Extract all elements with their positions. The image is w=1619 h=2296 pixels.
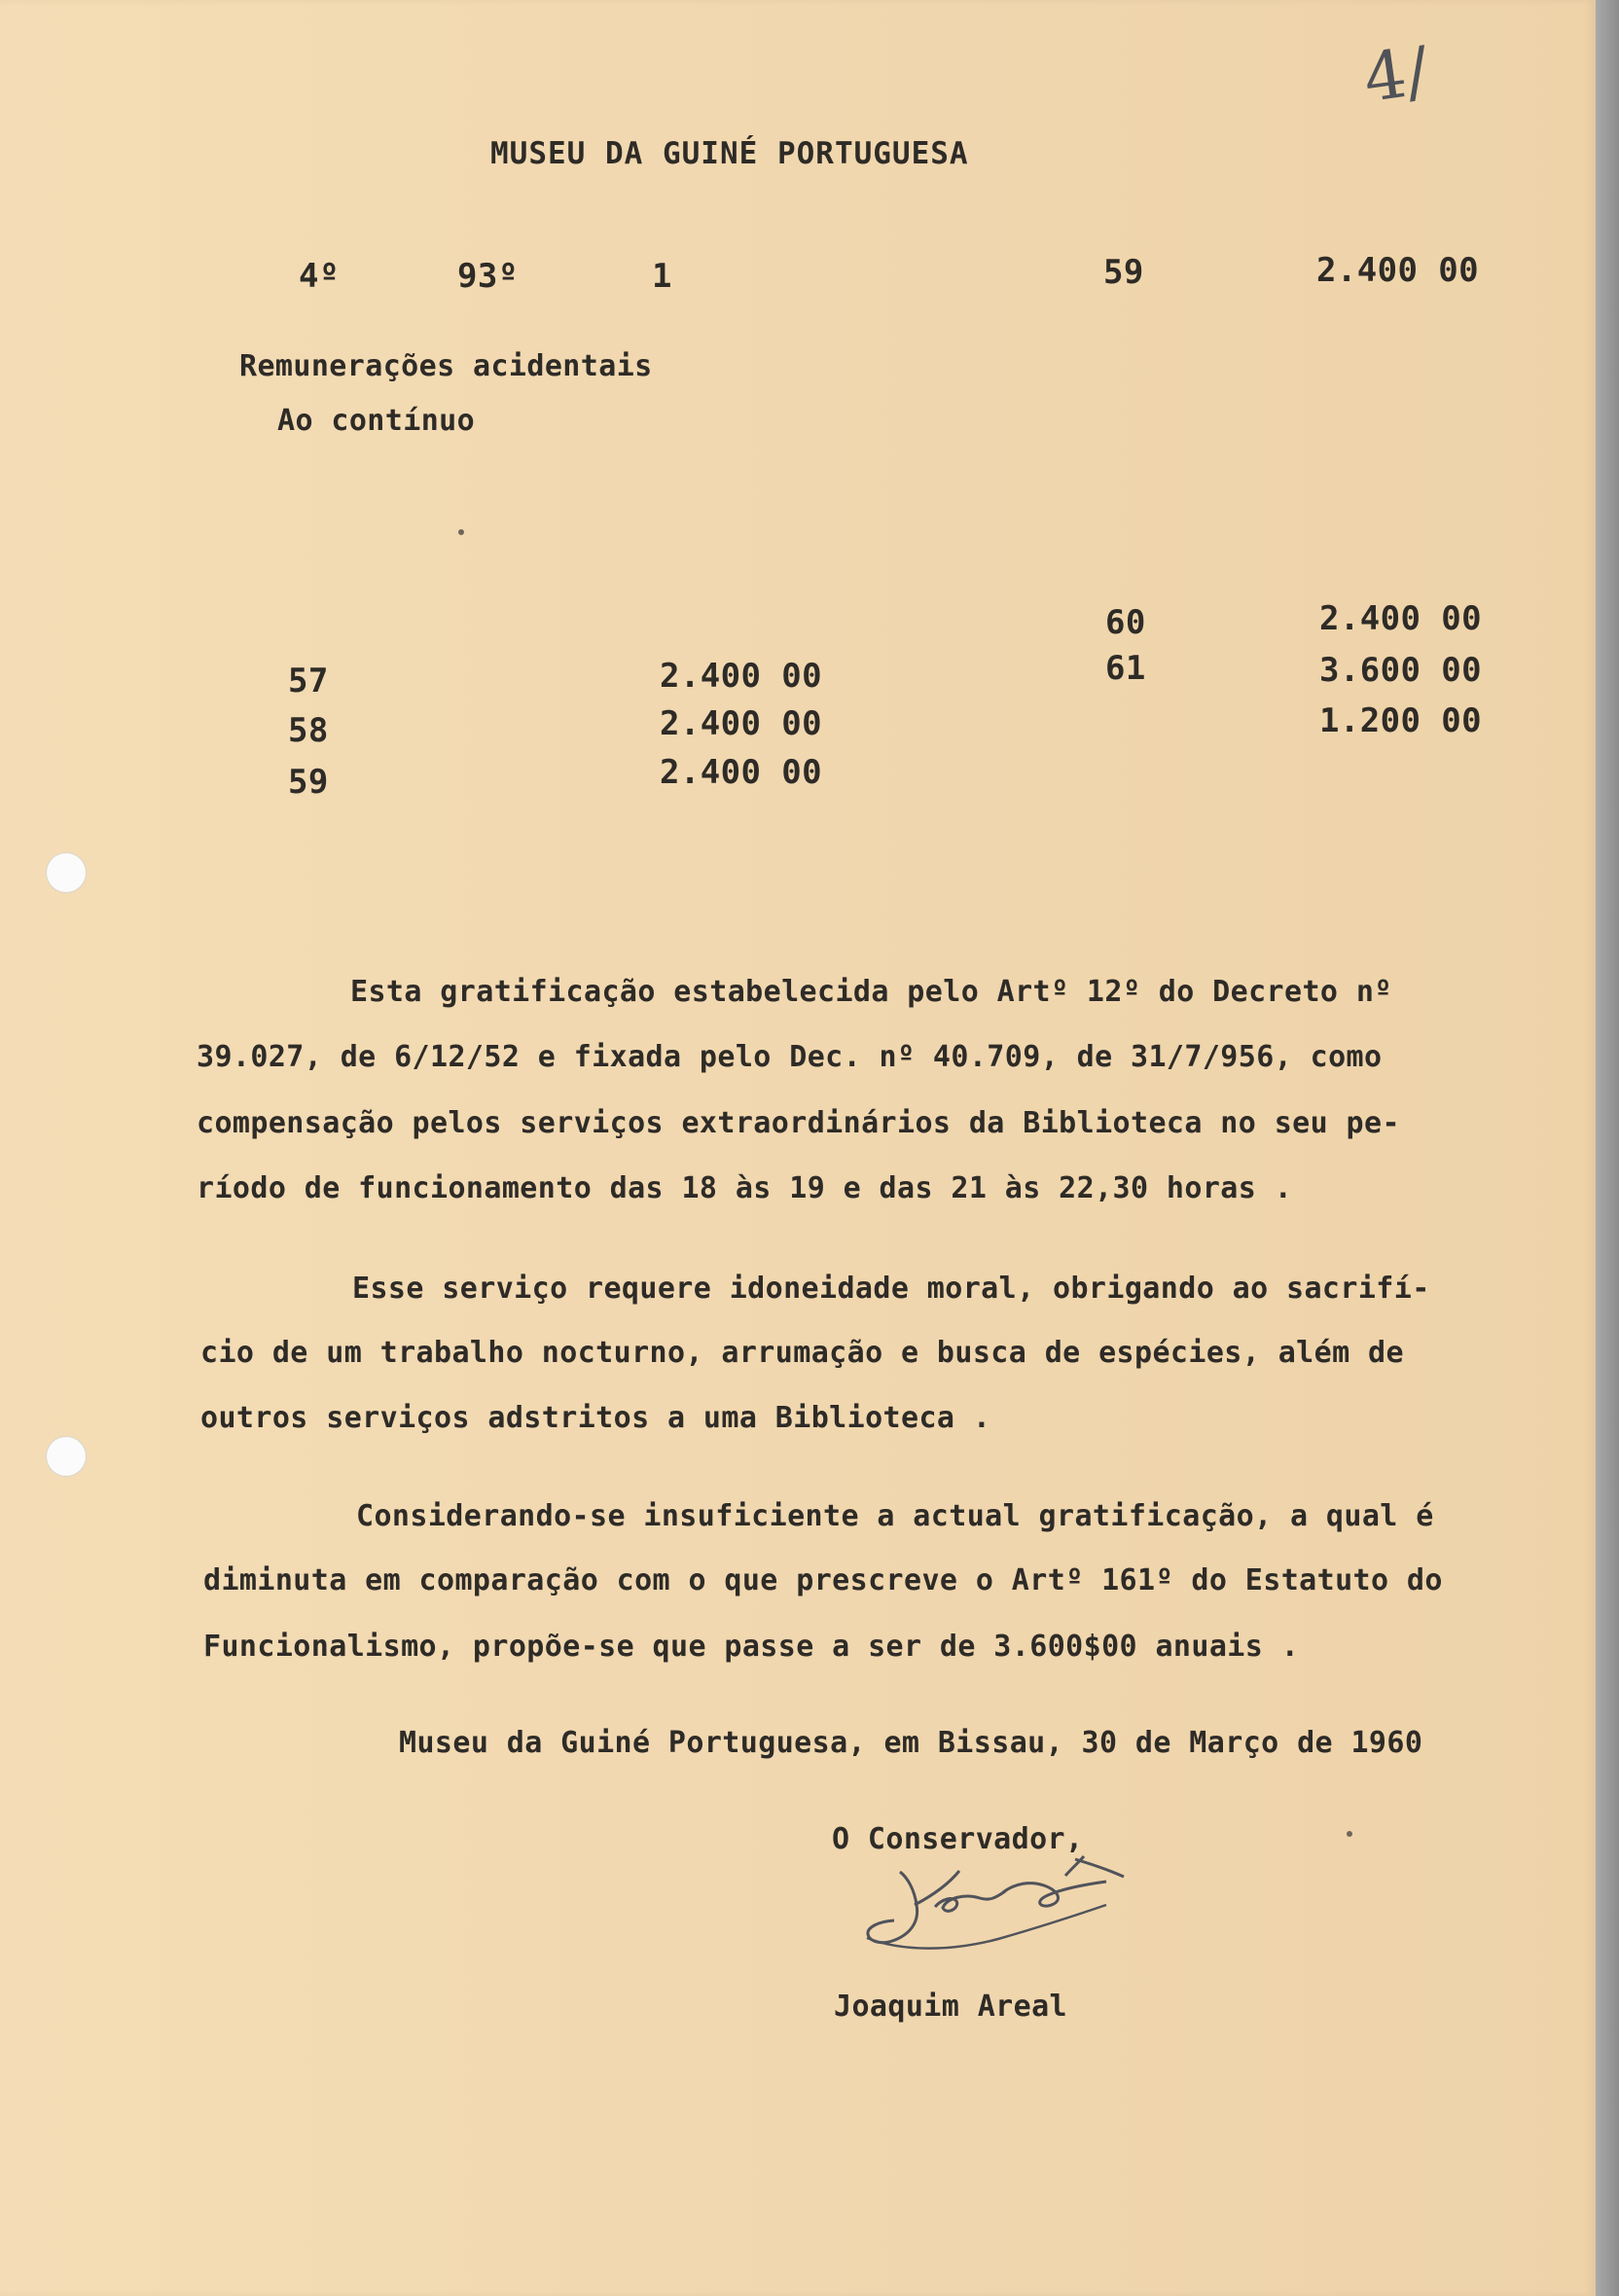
section-subtitle: Ao contínuo bbox=[277, 404, 476, 438]
top-row-col2: 93º bbox=[457, 257, 519, 296]
scan-background-edge bbox=[1596, 0, 1619, 2296]
top-row-col5: 2.400 00 bbox=[1316, 251, 1479, 290]
punch-hole-top bbox=[46, 852, 87, 893]
right-row-2-value: 3.600 00 bbox=[1319, 651, 1482, 690]
paragraph-3-line-1: Considerando-se insuficiente a actual gratificação, a qual é bbox=[356, 1499, 1434, 1533]
right-row-1-num: 60 bbox=[1105, 603, 1146, 642]
paragraph-1-line-4: ríodo de funcionamento das 18 às 19 e das 21 às 22,30 horas . bbox=[197, 1171, 1293, 1205]
paragraph-3-line-2: diminuta em comparação com o que prescreve o Artº 161º do Estatuto do bbox=[203, 1563, 1443, 1597]
paragraph-2-line-2: cio de um trabalho nocturno, arrumação e busca de espécies, além de bbox=[200, 1336, 1404, 1370]
left-row-1-value: 2.400 00 bbox=[660, 657, 822, 696]
left-row-3-num: 59 bbox=[288, 763, 329, 802]
paragraph-3-line-3: Funcionalismo, propõe-se que passe a ser de 3.600$00 anuais . bbox=[203, 1630, 1300, 1664]
right-row-1-value: 2.400 00 bbox=[1319, 599, 1482, 638]
folio-number: 4/ bbox=[1358, 32, 1434, 119]
left-row-2-value: 2.400 00 bbox=[660, 704, 822, 743]
left-row-3-value: 2.400 00 bbox=[660, 753, 822, 792]
signatory-name: Joaquim Areal bbox=[834, 1990, 1067, 2024]
section-title: Remunerações acidentais bbox=[239, 349, 653, 383]
right-row-3-value: 1.200 00 bbox=[1319, 701, 1482, 740]
paper-speck bbox=[458, 529, 464, 535]
right-row-2-num: 61 bbox=[1105, 649, 1146, 688]
left-row-1-num: 57 bbox=[288, 662, 329, 700]
paper-speck bbox=[1347, 1831, 1352, 1837]
paragraph-1-line-1: Esta gratificação estabelecida pelo Artº 12º do Decreto nº bbox=[350, 975, 1392, 1009]
top-row-col4: 59 bbox=[1103, 253, 1144, 292]
closing-role: O Conservador, bbox=[832, 1822, 1084, 1856]
paragraph-1-line-2: 39.027, de 6/12/52 e fixada pelo Dec. nº 40.709, de 31/7/956, como bbox=[197, 1040, 1383, 1074]
punch-hole-bottom bbox=[46, 1436, 87, 1477]
closing-place-date: Museu da Guiné Portuguesa, em Bissau, 30 de Março de 1960 bbox=[399, 1726, 1423, 1760]
top-row-col3: 1 bbox=[652, 257, 672, 296]
left-row-2-num: 58 bbox=[288, 711, 329, 750]
paragraph-2-line-3: outros serviços adstritos a uma Biblioteca . bbox=[200, 1401, 991, 1435]
document-header: MUSEU DA GUINÉ PORTUGUESA bbox=[490, 136, 969, 171]
paragraph-1-line-3: compensação pelos serviços extraordinários da Biblioteca no seu pe- bbox=[197, 1106, 1400, 1140]
signature-image bbox=[849, 1854, 1161, 1966]
top-row-col1: 4º bbox=[299, 257, 340, 296]
paragraph-2-line-1: Esse serviço requere idoneidade moral, obrigando ao sacrifí- bbox=[352, 1272, 1430, 1306]
